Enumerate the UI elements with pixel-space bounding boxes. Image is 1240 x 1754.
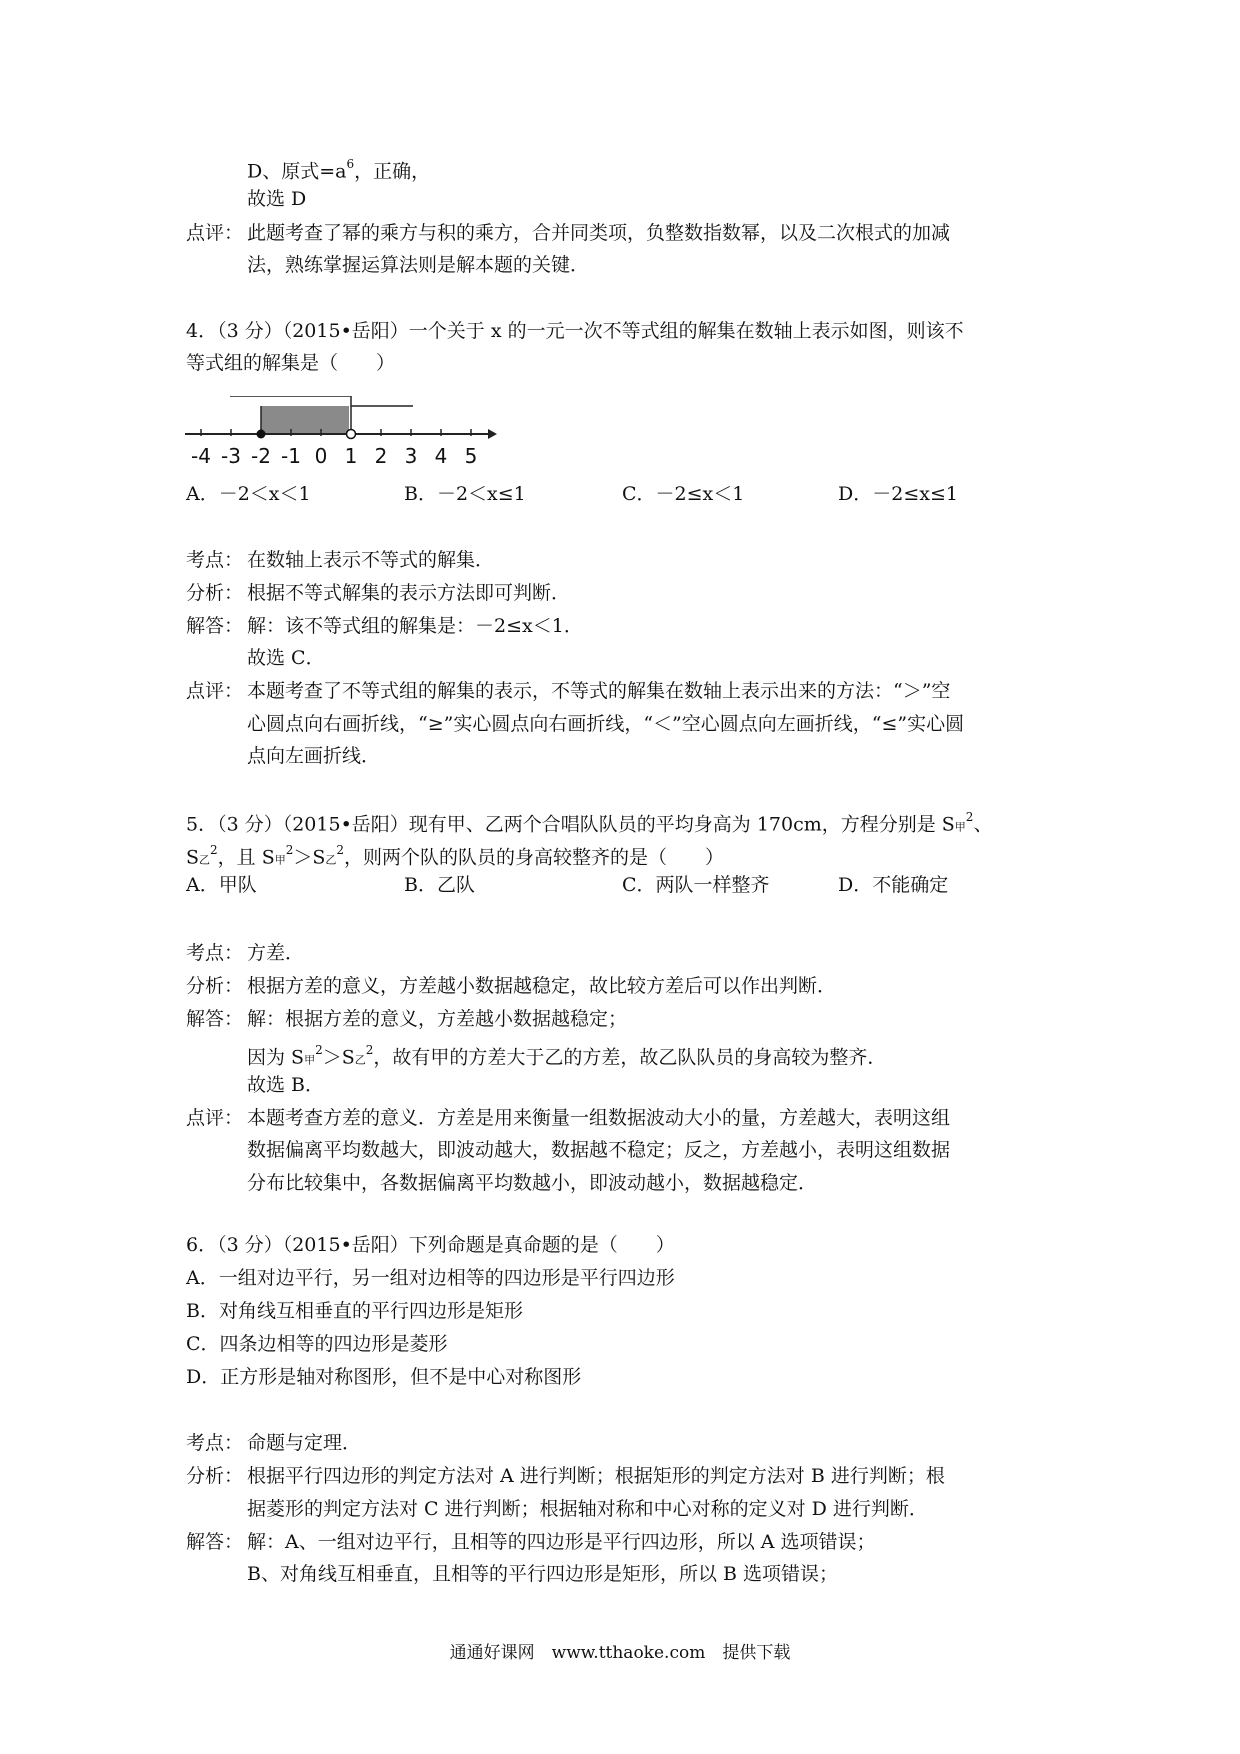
tick-label: -1 [281,444,301,468]
tick-label: 0 [314,444,328,468]
tick-label: 4 [434,444,448,468]
q5-kaodian: 考点： 方差． [186,942,305,964]
hollow-point [347,430,356,439]
q5-dianping-3: 分布比较集中，各数据偏离平均数越小，即波动越小，数据越稳定． [247,1172,818,1194]
q6-jieda-1: 解答： 解：A、一组对边平行，且相等的四边形是平行四边形，所以 A 选项错误； [186,1531,876,1553]
q4-option-d: D．－2≤x≤1 [838,483,958,505]
tick-label: -2 [251,444,271,468]
q4-jieda-2: 故选 C． [247,647,325,669]
q5-stem-1: 5．（3 分）（2015•岳阳）现有甲、乙两个合唱队队员的平均身高为 170cm，方程分别是 S甲$^2$、 [186,810,993,836]
q5-option-b: B．乙队 [404,874,475,896]
q4-stem-2: 等式组的解集是（ ） [186,352,396,374]
q5-option-c: C．两队一样整齐 [622,874,770,896]
q3-comment-2: 法，熟练掌握运算法则是解本题的关键． [247,254,590,276]
q5-fenxi: 分析： 根据方差的意义，方差越小数据越稳定，故比较方差后可以作出判断． [186,975,837,997]
q5-jieda-1: 解答： 解：根据方差的意义，方差越小数据越稳定； [186,1008,628,1030]
solid-point [257,430,266,439]
q5-dianping-2: 数据偏离平均数越大，即波动越大，数据越不稳定；反之，方差越小，表明这组数据 [247,1139,951,1161]
q6-kaodian: 考点： 命题与定理． [186,1432,362,1454]
q5-option-a: A．甲队 [186,874,257,896]
q6-jieda-2: B、对角线互相垂直，且相等的平行四边形是矩形，所以 B 选项错误； [247,1563,839,1585]
q5-option-d: D．不能确定 [838,874,949,896]
q4-kaodian: 考点： 在数轴上表示不等式的解集． [186,549,495,571]
q4-option-b: B．－2＜x≤1 [404,483,526,505]
q6-fenxi-1: 分析： 根据平行四边形的判定方法对 A 进行判断；根据矩形的判定方法对 B 进行判断；根 [186,1465,945,1487]
q4-fenxi: 分析： 根据不等式解集的表示方法即可判断． [186,582,571,604]
tick-label: -3 [221,444,241,468]
page-footer: 通通好课网 www.tthaoke.com 提供下载 [449,1643,791,1663]
number-line-figure [185,396,505,472]
q4-dianping-2: 心圆点向右画折线，“≥”实心圆点向右画折线，“＜”空心圆点向左画折线，“≤”实心圆 [247,713,965,735]
q6-option-b: B．对角线互相垂直的平行四边形是矩形 [186,1300,523,1322]
q4-option-a: A．－2＜x＜1 [186,483,311,505]
q3-option-d-solution: D、原式$=a^6$，正确， [247,157,431,183]
q5-dianping-1: 点评： 本题考查方差的意义．方差是用来衡量一组数据波动大小的量，方差越大，表明这组 [186,1107,951,1129]
q3-comment-1: 点评： 此题考查了幂的乘方与积的乘方，合并同类项，负整数指数幂，以及二次根式的加减 [186,222,951,244]
q4-jieda-1: 解答： 解：该不等式组的解集是：－2≤x＜1． [186,615,583,637]
shaded-region [261,406,349,435]
tick-label: 2 [374,444,388,468]
axis-arrow [488,429,497,439]
q4-stem-1: 4．（3 分）（2015•岳阳）一个关于 x 的一元一次不等式组的解集在数轴上表示如图，则该不 [186,320,964,342]
q6-option-a: A．一组对边平行，另一组对边相等的四边形是平行四边形 [186,1267,675,1289]
tick-label: 5 [464,444,478,468]
q6-option-d: D．正方形是轴对称图形，但不是中心对称图形 [186,1366,582,1388]
q5-stem-2: S乙$^2$，且 S甲$^2$＞S乙$^2$，则两个队的队员的身高较整齐的是（ ） [186,843,725,869]
tick-label: 3 [404,444,418,468]
q6-stem: 6．（3 分）（2015•岳阳）下列命题是真命题的是（ ） [186,1234,675,1256]
q4-option-c: C．－2≤x＜1 [622,483,745,505]
q6-fenxi-2: 据菱形的判定方法对 C 进行判断；根据轴对称和中心对称的定义对 D 进行判断． [247,1498,928,1520]
tick-label: -4 [191,444,211,468]
q5-jieda-3: 故选 B． [247,1074,325,1096]
q5-jieda-2: 因为 S甲$^2$＞S乙$^2$，故有甲的方差大于乙的方差，故乙队队员的身高较为整齐． [247,1043,887,1069]
q6-option-c: C．四条边相等的四边形是菱形 [186,1333,448,1355]
q3-choose: 故选 D [247,188,307,210]
tick-label: 1 [344,444,358,468]
q4-dianping-3: 点向左画折线． [247,745,381,767]
q4-dianping-1: 点评： 本题考查了不等式组的解集的表示，不等式的解集在数轴上表示出来的方法：“＞”空 [186,680,951,702]
